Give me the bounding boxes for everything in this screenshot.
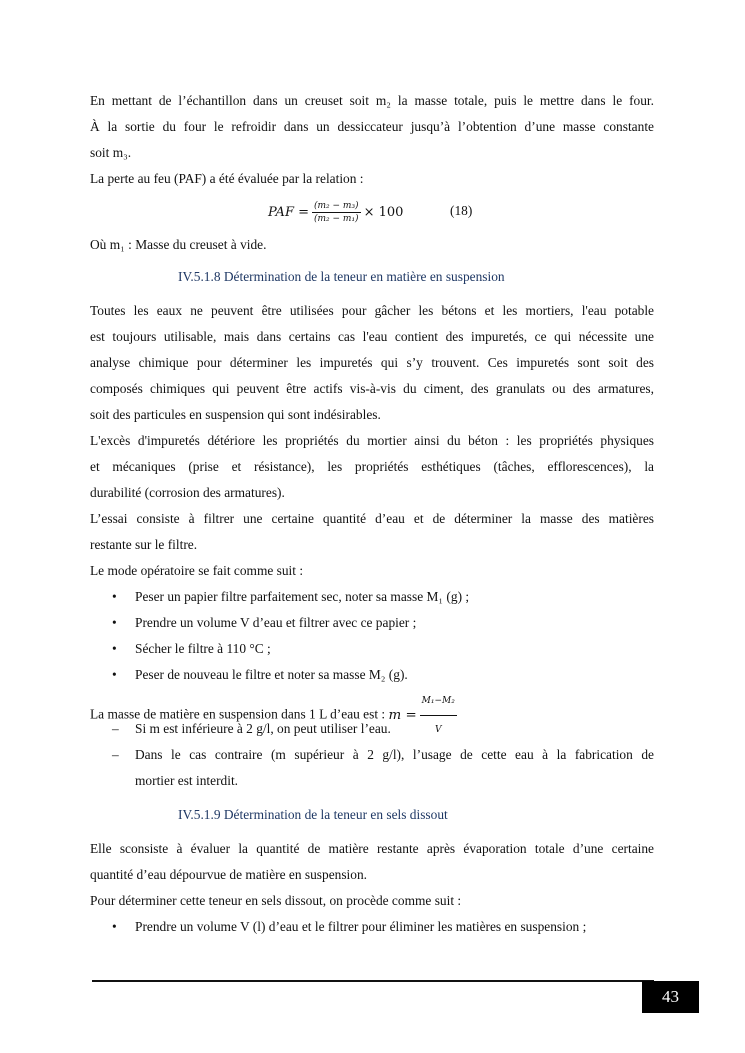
bullet-marker: • [112,615,117,630]
list-item: – Si m est inférieure à 2 g/l, on peut utiliser l’eau. [90,716,654,742]
equation-lhs: PAF = [268,204,309,220]
paragraph-line: soit des particules en suspension qui sont indésirables. [90,407,381,422]
intro-line: En mettant de l’échantillon dans un creuset soit m₂ la masse totale, puis le mettre dans le four. [90,93,654,108]
bullet-marker: • [112,667,117,682]
paragraph [90,298,654,428]
paragraph-line: Toutes les eaux ne peuvent être utilisées pour gâcher les bétons et les mortiers, l'eau potable [90,303,654,318]
list-item: • Sécher le filtre à 110 °C ; [90,636,654,662]
list-item: • Peser de nouveau le filtre et noter sa masse M₂ (g). [90,662,654,688]
paragraph [90,428,654,506]
page-body [90,88,654,940]
mass-formula-line: La masse de matière en suspension dans 1 L d’eau est : m = $\frac{\text{M₁−M₂}}{V}$ [90,688,654,716]
equation-denominator: (m₂ − m₁) [314,213,359,224]
paragraph-line: quantité d’eau dépourvue de matière en suspension. [90,867,368,882]
dash-marker: – [112,721,119,736]
dash-marker: – [112,747,119,762]
paragraph-line: restante sur le filtre. [90,537,198,552]
page-number: 43 [642,981,699,1013]
paragraph-line: et mécaniques (prise et résistance), les propriétés esthétiques (tâches, efflorescences), la [90,459,654,474]
mass-formula: m = $\frac{\text{M₁−M₂}}{V}$ [388,688,459,743]
paragraph-line: est toujours utilisable, mais dans certains cas l'eau contient des impuretés, ce qui nécessite une [90,329,654,344]
where-m1: Où m₁ : Masse du creuset à vide. [90,237,267,252]
paragraph-line: durabilité (corrosion des armatures). [90,485,285,500]
list-item: – Dans le cas contraire (m supérieur à 2 g/l), l’usage de cette eau à la fabrication de mortier est interdit. [90,742,654,794]
procedure-list [90,584,654,688]
paragraph-line: composés chimiques qui peuvent être actifs vis-à-vis du ciment, des granulats ou des armatures, [90,381,654,396]
paragraph-line: L'excès d'impuretés détériore les propriétés du mortier ainsi du béton : les propriétés physiques [90,433,654,448]
footer-rule [92,980,654,982]
intro-line: À la sortie du four le refroidir dans un dessiccateur jusqu’à l’obtention d’une masse constante [90,119,654,134]
intro-paragraph [90,88,654,192]
section-heading: IV.5.1.8 Détermination de la teneur en matière en suspension [178,269,505,284]
bullet-marker: • [112,919,117,934]
mass-fraction: $\frac{\text{M₁−M₂}}{V}$ [420,688,457,743]
procedure-list [90,914,654,940]
paragraph-line: L’essai consiste à filtrer une certaine quantité d’eau et de déterminer la masse des matières [90,511,654,526]
mode-intro: Le mode opératoire se fait comme suit : [90,563,304,578]
paragraph [90,836,654,914]
condition-list [90,716,654,794]
paragraph-line: analyse chimique pour déterminer les impuretés qui s’y trouvent. Ces impuretés sont soit des [90,355,654,370]
list-item: • Prendre un volume V d’eau et filtrer avec ce papier ; [90,610,654,636]
paragraph-line: Pour déterminer cette teneur en sels dissout, on procède comme suit : [90,893,462,908]
equation-18 [90,192,654,232]
intro-line: La perte au feu (PAF) a été évaluée par la relation : [90,171,364,186]
equation-number: (18) [450,203,473,218]
bullet-marker: • [112,641,117,656]
equation-factor: × 100 [363,204,404,220]
paragraph-line: Elle sconsiste à évaluer la quantité de matière restante après évaporation totale d’une certaine [90,841,654,856]
paragraph [90,506,654,558]
list-item: • Prendre un volume V (l) d’eau et le filtrer pour éliminer les matières en suspension ; [90,914,654,940]
list-item: • Peser un papier filtre parfaitement sec, noter sa masse M₁ (g) ; [90,584,654,610]
intro-line: soit m₃. [90,145,132,160]
bullet-marker: • [112,589,117,604]
section-heading: IV.5.1.9 Détermination de la teneur en sels dissout [178,807,448,822]
equation-fraction [312,201,361,224]
equation-numerator: (m₂ − m₃) [314,200,359,211]
